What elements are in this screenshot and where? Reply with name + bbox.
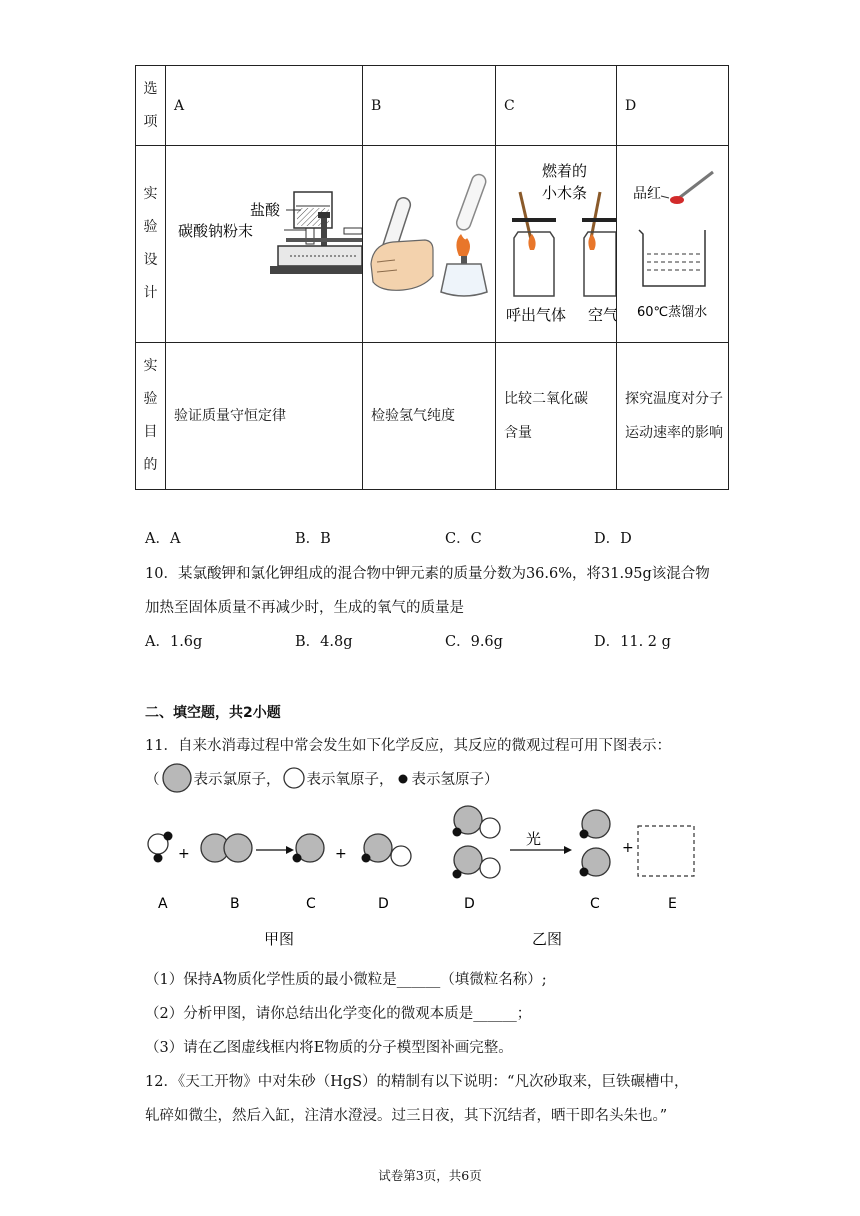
section-title: 二、填空题，共2小题 [145,705,281,721]
hydrogen-purity-test-figure [363,146,495,338]
label-b: B [230,896,240,912]
plus-sign: + [335,846,347,862]
hand-icon [371,240,433,290]
purpose-a: 验证质量守恒定律 [166,343,363,490]
molecule-a-water [148,832,173,863]
q10-stem-line1: 10．某氯酸钾和氯化钾组成的混合物中钾元素的质量分数为36.6%，将31.95g该混合物 [145,566,710,582]
molecule-d-hclo-1 [453,806,501,838]
purpose-d-text: 探究温度对分子运动速率的影响 [625,391,723,441]
q10-option-c[interactable]: C．9.6g [445,634,503,650]
label-small-stick: 小木条 [542,184,588,202]
q10-option-d[interactable]: D．11. 2 g [594,634,671,650]
spoon-icon [679,172,713,198]
label-hydrochloric-acid: 盐酸 [250,201,281,219]
plus-sign: + [622,840,634,856]
q10-option-b[interactable]: B．4.8g [295,634,353,650]
col-header-d: D [617,66,729,146]
molecule-c-hcl-1 [580,810,611,839]
row-header-purpose [136,343,166,490]
row-header-options-text: 选 项 [143,80,158,130]
table-row-purpose [136,343,729,490]
q9-option-a[interactable]: A．A [145,531,181,547]
q12-stem-line1: 12．《天工开物》中对朱砂（HgS）的精制有以下说明：“凡次砂取来，巨铁碾槽中， [145,1074,689,1090]
label-air: 空气 [588,306,616,324]
molecule-c-hcl [293,834,325,863]
label-burning-stick: 燃着的 [542,162,588,180]
plus-sign: + [178,846,190,862]
legend-open: （ [145,771,160,788]
reaction-diagram [140,800,720,960]
answer-dashed-box[interactable] [638,826,694,876]
molecule-d-hclo [362,834,412,866]
q9-option-d[interactable]: D．D [594,531,632,547]
caption-yi: 乙图 [532,930,563,948]
molecule-c-hcl-2 [580,848,611,877]
col-header-b: B [363,66,496,146]
design-cell-b [363,146,496,343]
row-header-design [136,146,166,343]
label-magenta-dye: 品红 [633,186,661,202]
q12-stem-line2: 轧碎如微尘，然后入缸，注清水澄浸。过三日夜，其下沉结者，晒干即名头朱也。” [145,1108,668,1124]
page-footer: 试卷第3页，共6页 [378,1168,482,1183]
purpose-c [496,343,617,490]
inverted-tube-icon [455,173,488,232]
label-d-yi: D [464,896,475,912]
oxygen-atom-icon [281,765,307,791]
legend-chlorine: 表示氯原子， [193,771,281,788]
row-header-design-text: 实 验 设 计 [143,186,158,301]
table-row-options [136,66,729,146]
label-d: D [378,896,389,912]
label-exhaled-gas: 呼出气体 [506,306,567,324]
purpose-c-text: 比较二氧化碳含量 [504,391,588,441]
label-e: E [668,896,677,912]
molecule-b-chlorine [201,834,252,862]
row-header-purpose-text: 实 验 目 的 [143,358,158,473]
balance-apparatus-figure [166,146,362,338]
dye-particle-icon [670,196,684,204]
q11-sub1: （1）保持A物质化学性质的最小微粒是______（填微粒名称）; [145,972,547,988]
flame-right-icon [588,234,595,250]
q11-legend [145,764,499,792]
dye-diffusion-figure [617,146,728,338]
q11-sub2: （2）分析甲图，请你总结出化学变化的微观本质是______； [145,1006,532,1022]
q10-option-a[interactable]: A．1.6g [145,634,203,650]
label-c-yi: C [590,896,600,912]
q10-stem-line2: 加热至固体质量不再减少时，生成的氧气的质量是 [145,600,464,616]
purpose-d [617,343,729,490]
legend-hydrogen: 表示氢原子） [411,771,499,788]
q9-option-c[interactable]: C．C [445,531,482,547]
label-a: A [158,896,168,912]
table-row-design [136,146,729,343]
flame-icon [456,234,470,256]
bottles-comparison-figure [496,146,616,338]
col-header-c: C [496,66,617,146]
purpose-b: 检验氢气纯度 [363,343,496,490]
label-sodium-carbonate: 碳酸钠粉末 [178,222,254,240]
hydrogen-atom-icon [394,769,412,787]
design-cell-a [166,146,363,343]
chlorine-atom-icon [160,763,194,793]
q11-sub3: （3）请在乙图虚线框内将E物质的分子模型图补画完整。 [145,1040,513,1056]
col-header-a: A [166,66,363,146]
row-header-options [136,66,166,146]
design-cell-d [617,146,729,343]
legend-oxygen: 表示氧原子， [306,771,394,788]
beaker-icon [639,230,705,286]
q9-option-b[interactable]: B．B [295,531,331,547]
q11-stem: 11．自来水消毒过程中常会发生如下化学反应，其反应的微观过程可用下图表示： [145,738,671,754]
label-distilled-water: 60℃蒸馏水 [637,305,708,320]
design-cell-c [496,146,617,343]
experiment-table [135,65,729,490]
molecule-d-hclo-2 [453,846,501,879]
caption-jia: 甲图 [264,930,295,948]
alcohol-lamp-icon [441,264,487,296]
label-c: C [306,896,316,912]
light-condition-label: 光 [526,830,542,848]
